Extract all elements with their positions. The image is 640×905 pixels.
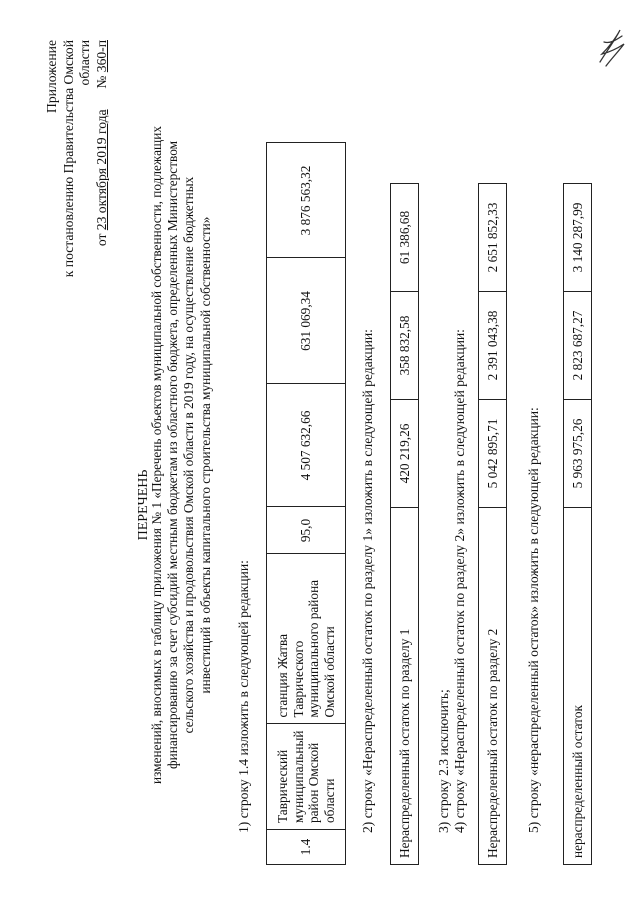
appendix-line1: Приложение xyxy=(44,40,59,113)
appendix-number-label: № xyxy=(93,75,109,89)
value-cell-2: 2 391 043,38 xyxy=(479,292,507,400)
object-cell: станция Жатва Таврического муниципального района Омской области xyxy=(267,554,346,724)
appendix-line2: к постановлению Правительства Омской области xyxy=(60,40,92,278)
item-5-text: 5) строку «нераспределенный остаток» изложить в следующей редакции: xyxy=(526,407,541,833)
appendix-from-label: от xyxy=(93,233,109,247)
value-cell-2: 358 832,58 xyxy=(391,292,419,400)
table-row xyxy=(267,143,346,865)
intro-line: сельского хозяйства и продовольствия Омской области в 2019 году, на осуществление бюджетных xyxy=(181,176,197,734)
value-cell-3: 61 386,68 xyxy=(391,184,419,292)
appendix-date: 23 октября 2019 года xyxy=(93,109,109,231)
value-cell-2: 2 823 687,27 xyxy=(564,292,592,400)
label-cell: нераспределенный остаток xyxy=(564,508,592,865)
value-cell-3: 3 140 287,99 xyxy=(564,184,592,292)
district-cell: Таврический муниципальный район Омской области xyxy=(267,724,346,830)
document-title: ПЕРЕЧЕНЬ xyxy=(136,469,151,541)
table-row xyxy=(479,184,507,865)
table-row xyxy=(564,184,592,865)
value-cell-1: 5 042 895,71 xyxy=(479,400,507,508)
row-number-cell: 1.4 xyxy=(267,830,346,865)
value-cell-3: 2 651 852,33 xyxy=(479,184,507,292)
appendix-date-line xyxy=(94,40,111,295)
value-cell-1: 420 219,26 xyxy=(391,400,419,508)
item-1-text: 1) строку 1.4 изложить в следующей редакции: xyxy=(236,560,251,833)
table-unallocated-section-2 xyxy=(478,183,507,865)
signature-mark xyxy=(594,22,628,68)
item-4-text: 4) строку «Нераспределенный остаток по разделу 2» изложить в следующей редакции: xyxy=(452,329,467,833)
label-cell: Нераспределенный остаток по разделу 1 xyxy=(391,508,419,865)
percent-cell: 95,0 xyxy=(267,507,346,554)
value-cell-3: 3 876 563,32 xyxy=(267,143,346,258)
value-cell-1: 5 963 975,26 xyxy=(564,400,592,508)
appendix-block xyxy=(44,40,110,295)
intro-line: изменений, вносимых в таблицу приложения № 1 «Перечень объектов муниципальной собственности, подлежащих xyxy=(149,125,164,785)
item-3-text: 3) строку 2.3 исключить; xyxy=(436,689,451,833)
table-row-1-4 xyxy=(266,142,346,865)
appendix-number: 360-п xyxy=(93,40,109,73)
value-cell-1: 4 507 632,66 xyxy=(267,384,346,507)
table-unallocated-section-1 xyxy=(390,183,419,865)
value-cell-2: 631 069,34 xyxy=(267,258,346,384)
label-cell: Нераспределенный остаток по разделу 2 xyxy=(479,508,507,865)
table-unallocated-total xyxy=(563,183,592,865)
intro-line: инвестиций в объекты капитального строительства муниципальной собственности» xyxy=(197,216,213,694)
item-2-text: 2) строку «Нераспределенный остаток по разделу 1» изложить в следующей редакции: xyxy=(360,329,375,833)
intro-line: финансированию за счет субсидий местным бюджетам из областного бюджета, определенных Министерством xyxy=(165,140,181,770)
document-intro xyxy=(149,125,214,785)
table-row xyxy=(391,184,419,865)
